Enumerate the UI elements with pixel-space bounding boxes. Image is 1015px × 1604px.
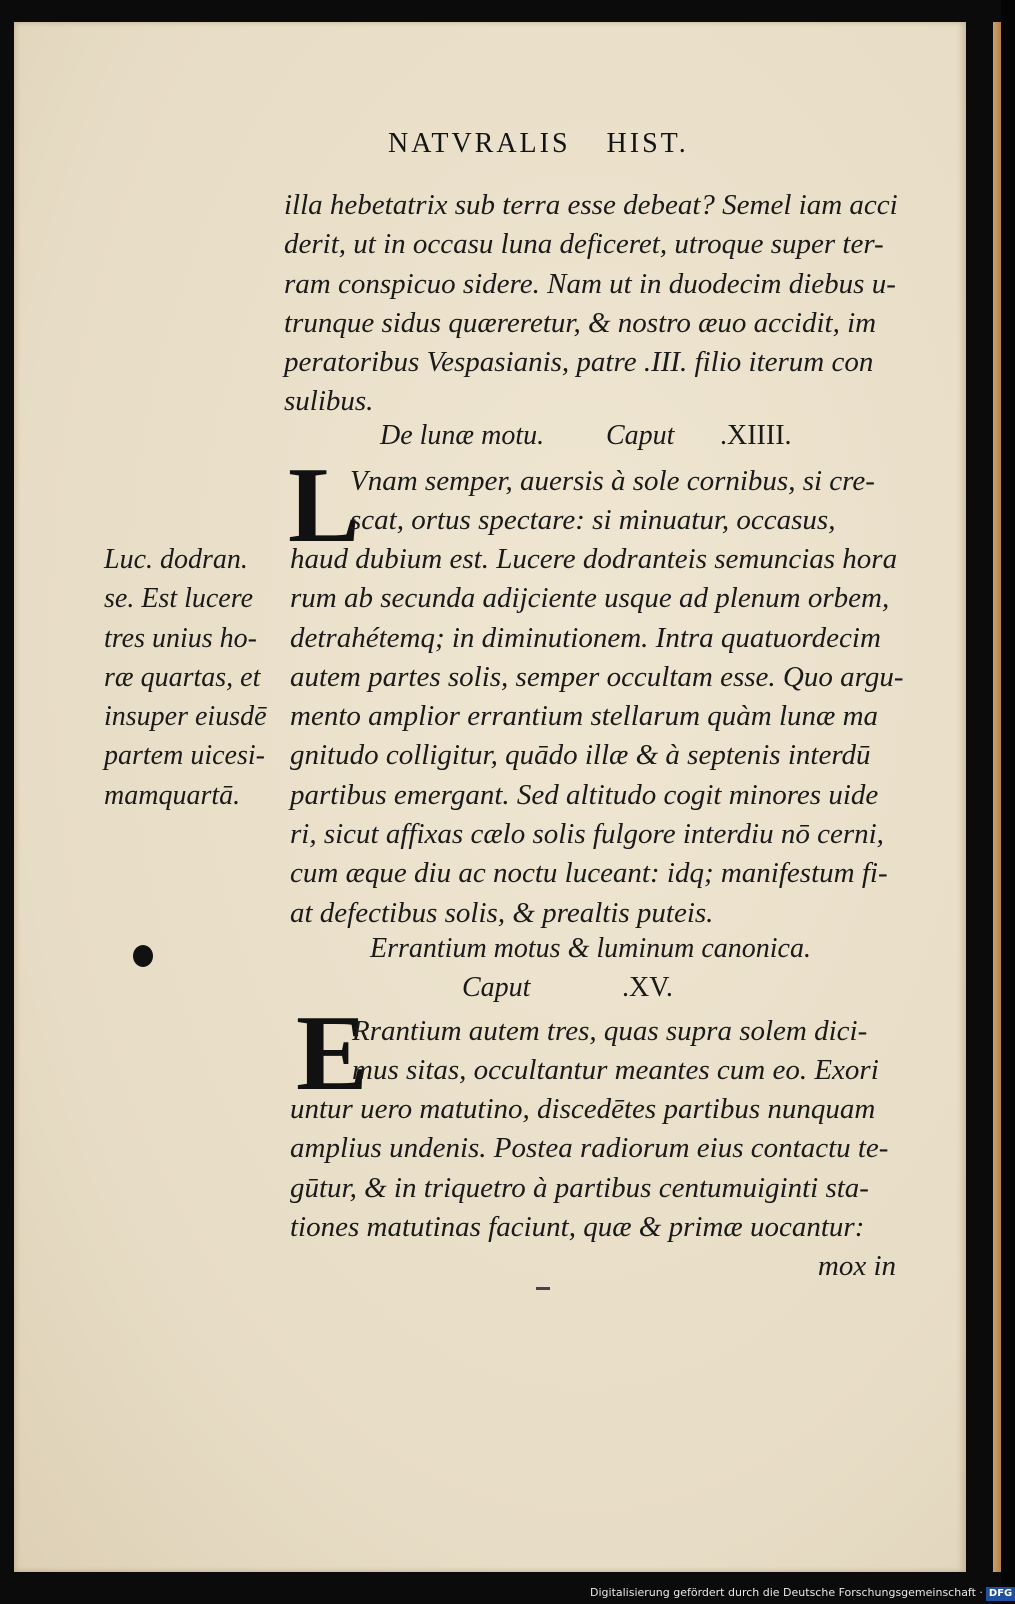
text-line: at defectibus solis, & prealtis puteis. <box>290 896 714 929</box>
text-line: amplius undenis. Postea radiorum eius contactu te- <box>290 1132 889 1165</box>
text-line: rum ab secunda adijciente usque ad plenum orbem, <box>290 582 890 615</box>
chapter-15-title: Errantium motus & luminum canonica. <box>370 933 811 964</box>
text-line: cum æque diu ac noctu luceant: idq; manifestum fi- <box>290 857 888 890</box>
chapter-14-title: De lunæ motu. <box>380 420 545 451</box>
text-line: ram conspicuo sidere. Nam ut in duodecim diebus u- <box>284 267 896 300</box>
marginal-note <box>104 540 274 815</box>
ink-blot <box>133 945 153 967</box>
margin-line: insuper eiusdē <box>104 701 267 733</box>
chapter-14-caput: Caput <box>606 420 675 451</box>
chapter-15-body <box>290 1090 896 1286</box>
margin-line: ræ quartas, et <box>104 661 261 693</box>
text-line: partibus emergant. Sed altitudo cogit minores uide <box>290 778 879 811</box>
text-line: mus sitas, occultantur meantes cum eo. Exori <box>352 1054 879 1087</box>
catchword: mox in <box>817 1250 896 1283</box>
text-line: trunque sidus quæreretur, & nostro æuo accidit, im <box>284 306 877 339</box>
running-header: NATVRALIS HIST. <box>388 128 689 159</box>
text-line: autem partes solis, semper occultam esse. Quo argu- <box>290 660 904 693</box>
chapter-14-number: .XIIII. <box>720 420 792 451</box>
chapter-15-caput: Caput <box>462 972 531 1003</box>
chapter-14-body <box>290 540 904 933</box>
para-continuation <box>284 186 896 422</box>
text-line: gnitudo colligitur, quādo illæ & à septenis interdū <box>290 739 871 772</box>
text-line: haud dubium est. Lucere dodranteis semuncias hora <box>290 543 898 575</box>
text-line: detrahétemq; in diminutionem. Intra quatuordecim <box>290 621 881 654</box>
margin-line: mamquartā. <box>104 779 241 811</box>
text-line: untur uero matutino, discedētes partibus nunquam <box>290 1093 876 1125</box>
text-line: sulibus. <box>284 385 374 418</box>
digitization-footer <box>590 1582 1013 1604</box>
text-line: peratoribus Vespasianis, patre .III. filio iterum con <box>284 346 874 379</box>
footer-text: Digitalisierung gefördert durch die Deutsche Forschungsgemeinschaft · <box>590 1586 983 1599</box>
text-line: mento amplior errantium stellarum quàm lunæ ma <box>290 700 879 733</box>
margin-line: se. Est lucere <box>104 583 254 615</box>
scan-border <box>1001 0 1015 1604</box>
text-line: gūtur, & in triquetro à partibus centumuiginti sta- <box>290 1171 869 1204</box>
dfg-logo: DFG <box>986 1587 1015 1601</box>
text-line: Rrantium autem tres, quas supra solem dici- <box>352 1015 868 1047</box>
page-edge <box>993 22 1001 1572</box>
text-line: illa hebetatrix sub terra esse debeat? Semel iam acci <box>284 189 898 221</box>
text-line: Vnam semper, auersis à sole cornibus, si cre- <box>350 465 875 497</box>
chapter-15-number: .XV. <box>622 972 673 1003</box>
dropcap-e: E <box>296 994 369 1113</box>
margin-line: tres unius ho- <box>104 622 257 654</box>
margin-line: partem uicesi- <box>104 740 265 772</box>
text-line: ri, sicut affixas cælo solis fulgore interdiu nō cerni, <box>290 818 884 851</box>
page-mark <box>536 1287 550 1290</box>
chapter-15-opening <box>352 1012 896 1091</box>
text-line: tiones matutinas faciunt, quæ & primæ uocantur: <box>290 1210 865 1243</box>
text-line: scat, ortus spectare: si minuatur, occasus, <box>350 504 836 537</box>
chapter-14-opening <box>350 462 896 541</box>
text-line: derit, ut in occasu luna deficeret, utroque super ter- <box>284 228 884 261</box>
margin-line: Luc. dodran. <box>104 544 248 575</box>
dropcap-l: L <box>288 446 361 565</box>
